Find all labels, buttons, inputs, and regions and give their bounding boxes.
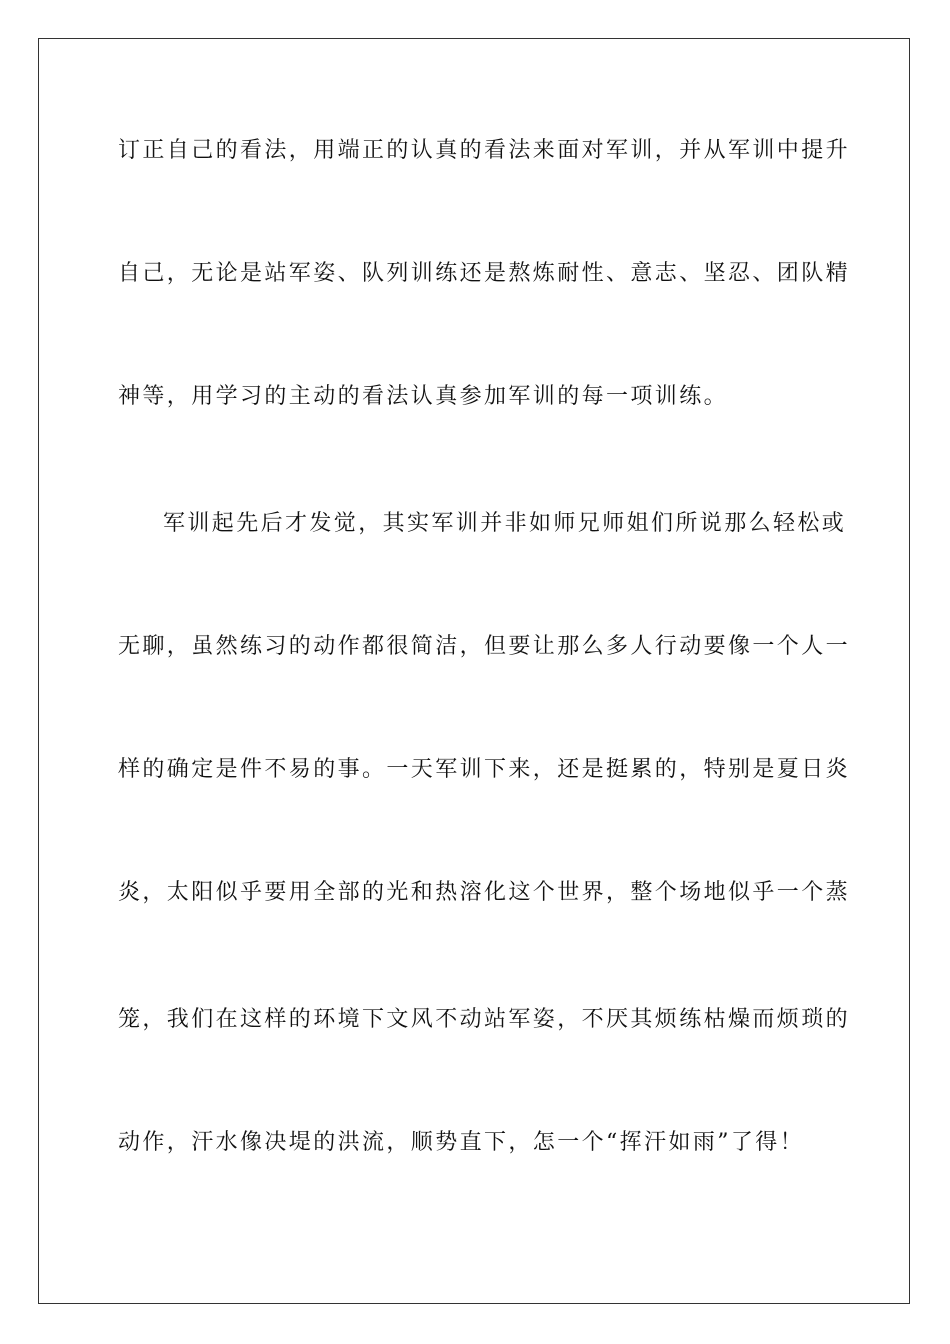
paragraph-2-line-2: 无聊，虽然练习的动作都很简洁，但要让那么多人行动要像一个人一	[118, 634, 851, 659]
paragraph-1-line-3: 神等，用学习的主动的看法认真参加军训的每一项训练。	[118, 384, 729, 409]
paragraph-2-line-3: 样的确定是件不易的事。一天军训下来，还是挺累的，特别是夏日炎	[118, 757, 851, 782]
paragraph-2-line-4: 炎，太阳似乎要用全部的光和热溶化这个世界，整个场地似乎一个蒸	[118, 880, 851, 905]
paragraph-1-line-1: 订正自己的看法，用端正的认真的看法来面对军训，并从军训中提升	[118, 138, 851, 163]
paragraph-1-line-2: 自己，无论是站军姿、队列训练还是熬炼耐性、意志、坚忍、团队精	[118, 261, 851, 286]
paragraph-2-line-5: 笼，我们在这样的环境下文风不动站军姿，不厌其烦练枯燥而烦琐的	[118, 1007, 851, 1032]
paragraph-2-line-6: 动作，汗水像决堤的洪流，顺势直下，怎一个“挥汗如雨”了得！	[118, 1130, 805, 1155]
page-border	[38, 38, 910, 1304]
paragraph-2-line-1: 军训起先后才发觉，其实军训并非如师兄师姐们所说那么轻松或	[163, 511, 847, 536]
